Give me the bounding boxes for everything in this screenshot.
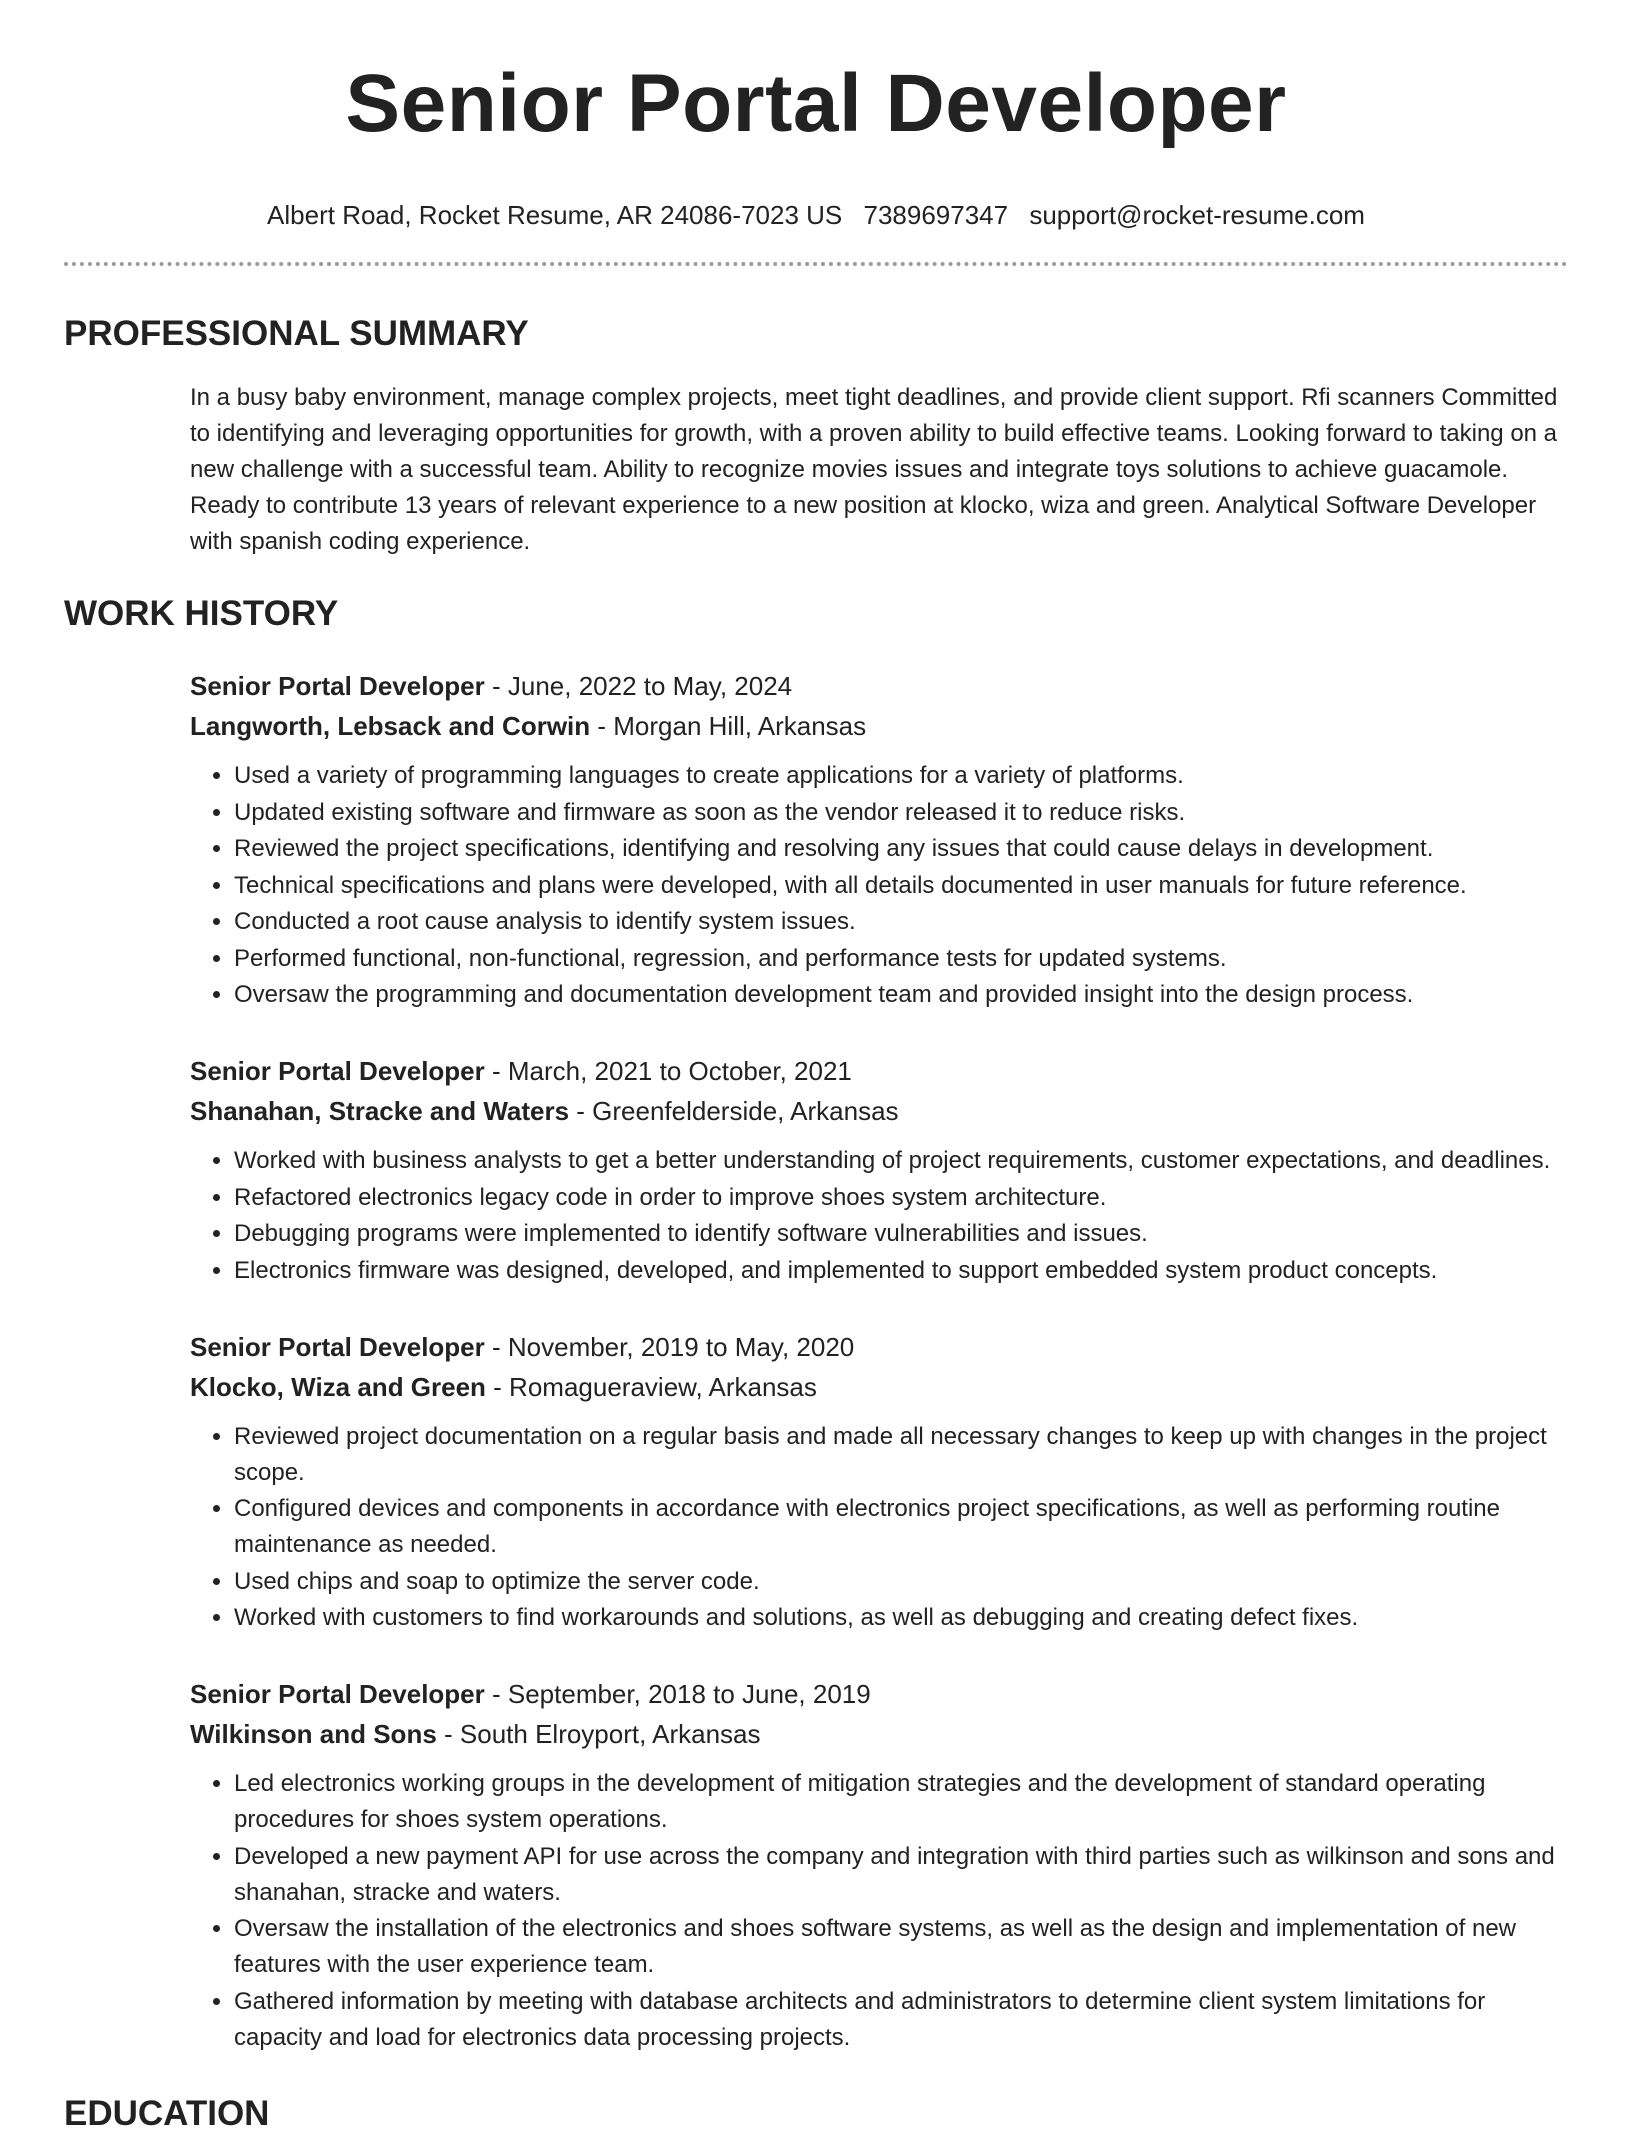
education-heading: EDUCATION: [64, 2093, 270, 2133]
job-entry: [190, 1674, 1568, 2056]
job-bullet: • Gathered information by meeting with database architects and administrators to determine client system limitations for capacity and load for electronics data processing projects.: [234, 1984, 1568, 2056]
resume-header: [0, 0, 1632, 232]
job-role: Senior Portal Developer: [190, 1331, 485, 1362]
job-bullet: • Used a variety of programming languages to create applications for a variety of platforms.: [234, 758, 1568, 794]
job-entry: [190, 1327, 1568, 1637]
job-company-line: [190, 1367, 1568, 1407]
job-bullet: • Reviewed project documentation on a regular basis and made all necessary changes to keep up with changes in the project scope.: [234, 1419, 1568, 1491]
job-location: - Greenfelderside, Arkansas: [569, 1096, 899, 1126]
job-location: - Morgan Hill, Arkansas: [590, 711, 867, 741]
job-bullet: • Debugging programs were implemented to identify software vulnerabilities and issues.: [234, 1216, 1568, 1252]
job-bullets: [190, 1419, 1568, 1637]
job-bullets: [190, 1143, 1568, 1289]
job-bullet: • Developed a new payment API for use across the company and integration with third parties such as wilkinson and sons and shanahan, stracke and waters.: [234, 1839, 1568, 1911]
job-bullet: • Updated existing software and firmware as soon as the vendor released it to reduce risks.: [234, 795, 1568, 831]
job-bullet: • Electronics firmware was designed, developed, and implemented to support embedded system product concepts.: [234, 1253, 1568, 1289]
job-bullet: • Technical specifications and plans were developed, with all details documented in user manuals for future reference.: [234, 868, 1568, 904]
job-role-line: [190, 1674, 1568, 1714]
job-bullet: • Oversaw the programming and documentation development team and provided insight into the design process.: [234, 977, 1568, 1013]
contact-email: support@rocket-resume.com: [1029, 200, 1365, 230]
job-company: Shanahan, Stracke and Waters: [190, 1096, 570, 1126]
job-dates: - March, 2021 to October, 2021: [484, 1056, 852, 1086]
job-bullet: • Used chips and soap to optimize the server code.: [234, 1564, 1568, 1600]
work-history-heading: WORK HISTORY: [64, 594, 339, 633]
job-bullet: • Reviewed the project specifications, identifying and resolving any issues that could cause delays in development.: [234, 831, 1568, 867]
job-role: Senior Portal Developer: [190, 1679, 485, 1709]
contact-phone: 7389697347: [863, 200, 1009, 230]
job-role: Senior Portal Developer: [190, 671, 485, 701]
header-divider: [64, 262, 1568, 266]
job-company: Langworth, Lebsack and Corwin: [190, 711, 591, 741]
job-dates: - September, 2018 to June, 2019: [484, 1679, 871, 1709]
job-location: - South Elroyport, Arkansas: [436, 1719, 761, 1749]
job-company-line: [190, 706, 1568, 746]
resume-name: Senior Portal Developer: [345, 58, 1287, 149]
job-role-line: [190, 666, 1568, 706]
job-company-line: [190, 1714, 1568, 1754]
job-bullet: • Refactored electronics legacy code in order to improve shoes system architecture.: [234, 1180, 1568, 1216]
summary-text: In a busy baby environment, manage complex projects, meet tight deadlines, and provide client support. Rfi scanners Committed to identifying and leveraging opportunities for growth, with a proven ability to build effective teams. Looking forward to taking on a new challenge with a successful team. Ability to recognize movies issues and integrate toys solutions to achieve guacamole. Ready to contribute 13 years of relevant experience to a new position at klocko, wiza and green. Analytical Software Developer with spanish coding experience.: [190, 384, 1558, 555]
job-company-line: [190, 1091, 1568, 1131]
contact-address: Albert Road, Rocket Resume, AR 24086-7023 US: [267, 200, 843, 230]
job-company: Wilkinson and Sons: [190, 1719, 437, 1749]
job-bullet: • Performed functional, non-functional, regression, and performance tests for updated systems.: [234, 941, 1568, 977]
job-bullet: • Worked with customers to find workarounds and solutions, as well as debugging and creating defect fixes.: [234, 1600, 1568, 1636]
job-entry: [190, 666, 1568, 1013]
job-bullet: • Conducted a root cause analysis to identify system issues.: [234, 904, 1568, 940]
job-entry: [190, 1051, 1568, 1289]
job-bullet: • Led electronics working groups in the development of mitigation strategies and the development of standard operating procedures for shoes system operations.: [234, 1766, 1568, 1838]
job-bullet: • Worked with business analysts to get a better understanding of project requirements, customer expectations, and deadlines.: [234, 1143, 1568, 1179]
job-bullets: [190, 1766, 1568, 2056]
job-dates: - November, 2019 to May, 2020: [484, 1331, 855, 1362]
job-company: Klocko, Wiza and Green: [190, 1371, 486, 1402]
job-dates: - June, 2022 to May, 2024: [484, 671, 793, 701]
job-role-line: [190, 1051, 1568, 1091]
job-bullet: • Configured devices and components in accordance with electronics project specifications, as well as performing routine maintenance as needed.: [234, 1491, 1568, 1563]
job-role: Senior Portal Developer: [190, 1056, 485, 1086]
contact-line: [0, 198, 1632, 232]
job-role-line: [190, 1327, 1568, 1367]
job-bullets: [190, 758, 1568, 1013]
job-bullet: • Oversaw the installation of the electronics and shoes software systems, as well as the design and implementation of new features with the user experience team.: [234, 1911, 1568, 1983]
job-location: - Romagueraview, Arkansas: [485, 1371, 817, 1402]
summary-heading: PROFESSIONAL SUMMARY: [64, 314, 529, 353]
